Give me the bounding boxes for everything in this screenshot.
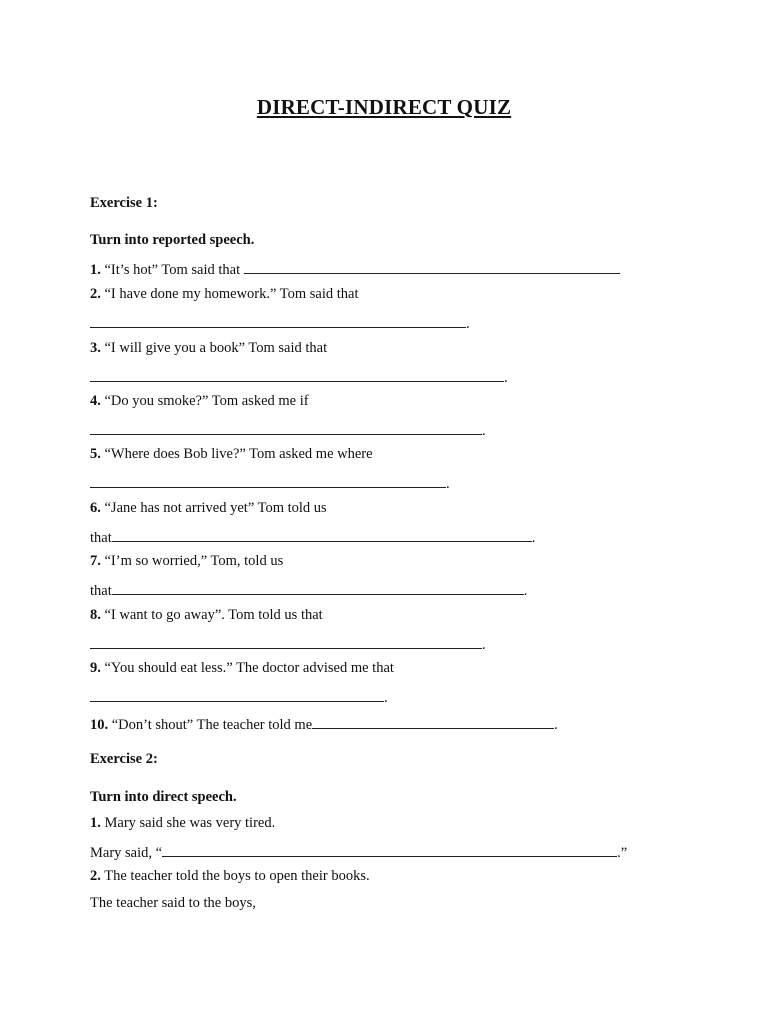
exercise-1-item-9-answer: .: [90, 688, 388, 706]
exercise-1-item-2: 2. “I have done my homework.” Tom said that: [90, 286, 359, 302]
exercise-2-heading: Exercise 2:: [90, 751, 158, 767]
exercise-1-item-10: 10. “Don’t shout” The teacher told me .: [90, 717, 558, 733]
answer-blank[interactable]: [90, 688, 384, 702]
exercise-1-instruction: Turn into reported speech.: [90, 232, 255, 248]
exercise-1-item-3-answer: .: [90, 368, 508, 386]
answer-blank[interactable]: [90, 474, 446, 488]
exercise-1-item-4: 4. “Do you smoke?” Tom asked me if: [90, 393, 309, 409]
answer-blank[interactable]: [112, 528, 532, 542]
exercise-1-item-8-answer: .: [90, 635, 486, 653]
exercise-2-item-1-answer: Mary said, “ .”: [90, 845, 628, 861]
exercise-1-item-7: 7. “I’m so worried,” Tom, told us: [90, 553, 284, 569]
answer-blank[interactable]: [90, 368, 504, 382]
quiz-title: DIRECT-INDIRECT QUIZ: [256, 95, 512, 119]
exercise-1-item-5-answer: .: [90, 474, 450, 492]
answer-blank[interactable]: [90, 314, 466, 328]
exercise-1-item-9: 9. “You should eat less.” The doctor advised me that: [90, 660, 394, 676]
exercise-1-heading: Exercise 1:: [90, 195, 158, 211]
exercise-1-item-6-answer: that .: [90, 530, 536, 546]
answer-blank[interactable]: [90, 635, 482, 649]
exercise-1-item-1: 1. “It’s hot” Tom said that: [90, 260, 620, 278]
exercise-2-item-2: 2. The teacher told the boys to open their books.: [90, 868, 370, 884]
exercise-1-item-5: 5. “Where does Bob live?” Tom asked me where: [90, 446, 373, 462]
exercise-2-item-2-answer: The teacher said to the boys,: [90, 895, 256, 911]
exercise-1-item-4-answer: .: [90, 421, 486, 439]
exercise-1-item-2-answer: .: [90, 314, 470, 332]
answer-blank[interactable]: [90, 421, 482, 435]
exercise-1-item-3: 3. “I will give you a book” Tom said that: [90, 340, 328, 356]
exercise-2-item-1: 1. Mary said she was very tired.: [90, 815, 276, 831]
answer-blank[interactable]: [162, 843, 617, 857]
exercise-1-item-7-answer: that .: [90, 583, 528, 599]
exercise-1-item-6: 6. “Jane has not arrived yet” Tom told us: [90, 500, 327, 516]
exercise-1-item-8: 8. “I want to go away”. Tom told us that: [90, 607, 323, 623]
answer-blank[interactable]: [312, 715, 554, 729]
exercise-2-instruction: Turn into direct speech.: [90, 789, 237, 805]
answer-blank[interactable]: [112, 581, 524, 595]
answer-blank[interactable]: [244, 260, 620, 274]
